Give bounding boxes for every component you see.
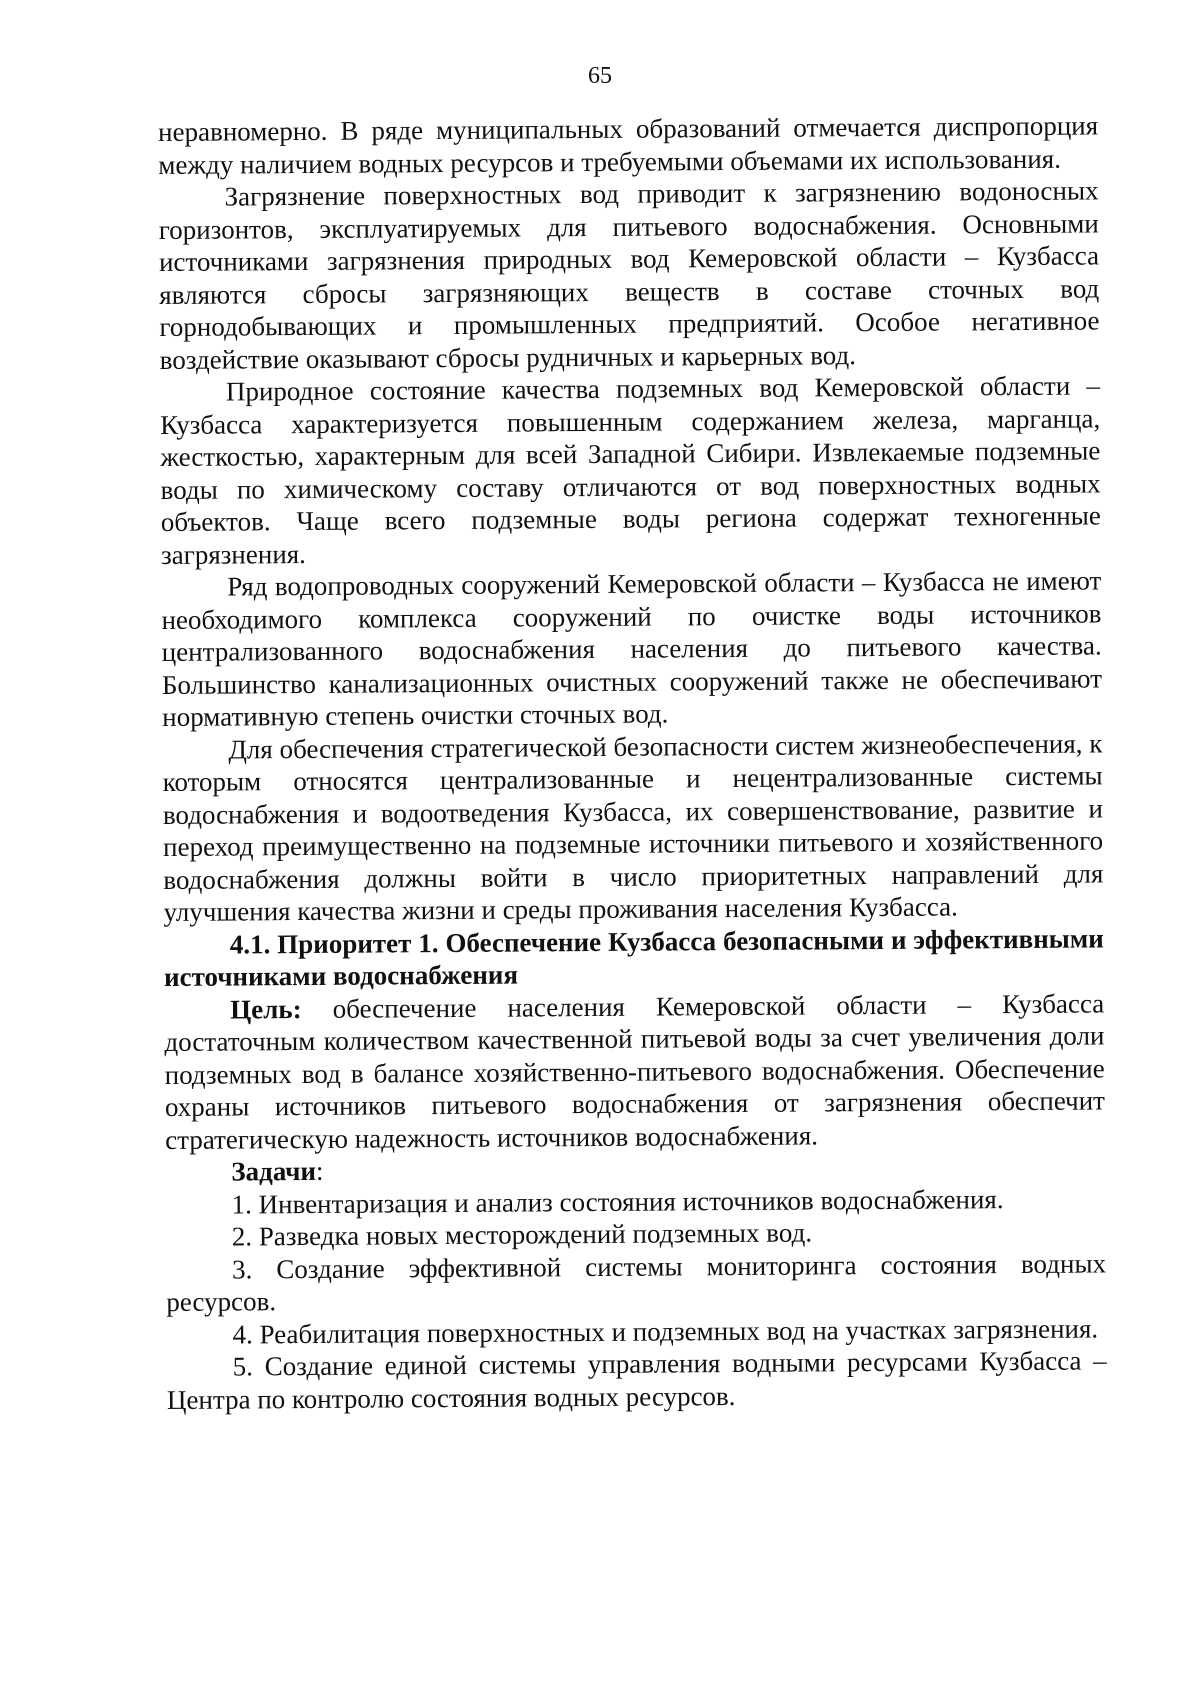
document-body bbox=[158, 109, 1107, 1416]
goal-label: Цель: bbox=[230, 993, 302, 1025]
task-item: 5. Создание единой системы управления водными ресурсами Кузбасса – Центра по контролю состояния водных ресурсов. bbox=[166, 1345, 1107, 1415]
paragraph-surface-water-pollution: Загрязнение поверхностных вод приводит к загрязнению водоносных горизонтов, эксплуатируемых для питьевого водоснабжения. Основными источниками загрязнения природных вод Кемеровской области – Кузбасса являются сбросы загрязняющих веществ в составе сточных вод горнодобывающих и промышленных предприятий. Особое негативное воздействие оказывают сбросы рудничных и карьерных вод. bbox=[158, 175, 1100, 375]
tasks-label: Задачи bbox=[231, 1155, 317, 1187]
tasks-colon: : bbox=[315, 1155, 324, 1186]
task-item: 3. Создание эффективной системы мониторинга состояния водных ресурсов. bbox=[166, 1247, 1107, 1317]
task-item: 4. Реабилитация поверхностных и подземных вод на участках загрязнения. bbox=[232, 1312, 1099, 1350]
page-number: 65 bbox=[588, 63, 612, 89]
section-heading: 4.1. Приоритет 1. Обеспечение Кузбасса безопасными и эффективными источниками водоснабжения bbox=[163, 922, 1104, 992]
goal-text: обеспечение населения Кемеровской области – Кузбасса достаточным количеством качественной питьевой воды за счет увеличения доли подземных вод в балансе хозяйственно-питьевого водоснабжения. Обеспечение охраны источников питьевого водоснабжения от загрязнения обеспечит стратегическую надежность источников водоснабжения. bbox=[164, 987, 1106, 1155]
paragraph-groundwater-quality: Природное состояние качества подземных вод Кемеровской области – Кузбасса характеризуется повышенным содержанием железа, марганца, жесткостью, характерным для всей Западной Сибири. Извлекаемые подземные воды по химическому составу отличаются от вод поверхностных водных объектов. Чаще всего подземные воды региона содержат техногенные загрязнения. bbox=[160, 370, 1101, 570]
paragraph-water-facilities: Ряд водопроводных сооружений Кемеровской области – Кузбасса не имеют необходимого комплекса сооружений по очистке воды источников централизованного водоснабжения населения до питьевого качества. Большинство канализационных очистных сооружений также не обеспечивают нормативную степень очистки сточных вод. bbox=[161, 565, 1103, 732]
goal-paragraph bbox=[164, 987, 1105, 1156]
paragraph-strategic-security: Для обеспечения стратегической безопасности систем жизнеобеспечения, к которым относятся централизованные и нецентрализованные системы водоснабжения и водоотведения Кузбасса, их совершенствование, развитие и переход преимущественно на подземные источники питьевого и хозяйственного водоснабжения должны войти в число приоритетных направлений для улучшения качества жизни и среды проживания населения Кузбасса. bbox=[162, 727, 1104, 927]
task-item: 1. Инвентаризация и анализ состояния источников водоснабжения. bbox=[231, 1183, 1004, 1220]
task-item: 2. Разведка новых месторождений подземных вод. bbox=[231, 1217, 813, 1252]
paragraph-intro: неравномерно. В ряде муниципальных образований отмечается диспропорция между наличием водных ресурсов и требуемыми объемами их использования. bbox=[158, 110, 1099, 180]
